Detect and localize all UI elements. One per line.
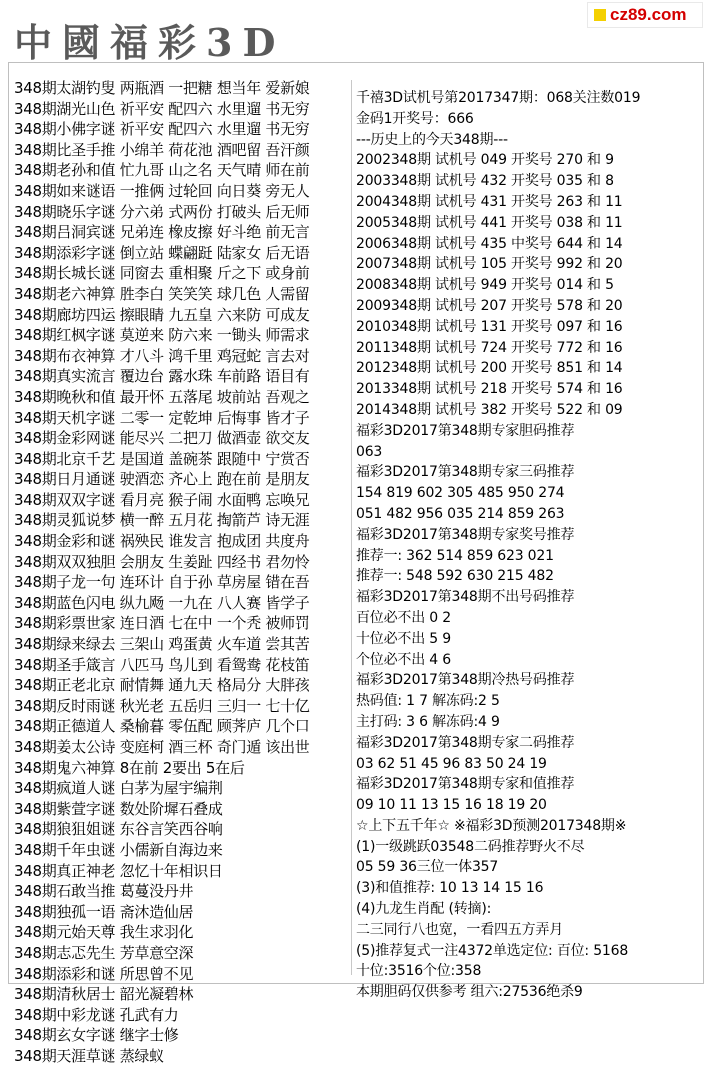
prediction-line: 2014348期 试机号 382 开奖号 522 和 09 bbox=[356, 401, 623, 418]
riddle-line: 348期玄女字谜 继字士修 bbox=[14, 1026, 179, 1045]
prediction-line: 2008348期 试机号 949 开奖号 014 和 5 bbox=[356, 277, 614, 294]
riddle-line: 348期蓝色闪电 纵九飏 一九在 八人赛 皆学子 bbox=[14, 593, 310, 612]
riddle-line: 348期志忑先生 芳草意空深 bbox=[14, 943, 194, 962]
riddle-line: 348期姜太公诗 变庭柯 酒三杯 奇门遁 该出世 bbox=[14, 738, 310, 756]
prediction-line: (4)九龙生肖配 (转摘): bbox=[356, 901, 492, 918]
prediction-line: 十位必不出 5 9 bbox=[356, 630, 451, 647]
prediction-line: 二三同行八也宽，一看四五方弄月 bbox=[356, 921, 563, 938]
prediction-line: 福彩3D2017第348期专家奖号推荐 bbox=[356, 526, 575, 543]
prediction-line: 千禧3D试机号第2017347期：068关注数019 bbox=[356, 90, 641, 106]
prediction-line: 推荐一: 362 514 859 623 021 bbox=[356, 547, 554, 564]
riddle-line: 348期晚秋和值 最开怀 五落尾 坡前站 吾观之 bbox=[14, 387, 310, 406]
prediction-line: (1)一级跳跃03548二码推荐野火不尽 bbox=[356, 838, 585, 855]
prediction-line: 03 62 51 45 96 83 50 24 19 bbox=[356, 755, 547, 772]
prediction-line: 推荐一: 548 592 630 215 482 bbox=[356, 568, 554, 585]
column-divider bbox=[351, 80, 352, 975]
prediction-line: 063 bbox=[356, 443, 383, 460]
riddle-line: 348期金彩网谜 能尽兴 二把刀 做酒壶 欲交友 bbox=[14, 429, 310, 448]
prediction-line: 2006348期 试机号 435 中奖号 644 和 14 bbox=[356, 235, 623, 252]
prediction-line: 热码值: 1 7 解冻码:2 5 bbox=[356, 693, 500, 710]
riddle-line: 348期添彩字谜 倒立站 蝶翩跹 陆家女 后无语 bbox=[14, 243, 310, 262]
riddle-line: 348期千年虫谜 小儒新自海边来 bbox=[14, 840, 223, 859]
prediction-line: ☆上下五千年☆ ※福彩3D预测2017348期※ bbox=[356, 817, 627, 834]
riddle-line: 348期吕洞宾谜 兄弟连 橡皮擦 好斗绝 前无言 bbox=[14, 223, 310, 242]
prediction-line: 本期胆码仅供参考 组六:27536绝杀9 bbox=[356, 984, 583, 1001]
prediction-line: 福彩3D2017第348期专家三码推荐 bbox=[356, 464, 575, 481]
riddle-line: 348期双双字谜 看月亮 猴子闹 水面鸭 忘唤兄 bbox=[14, 490, 310, 509]
riddle-line: 348期红枫字谜 莫逆来 防六来 一锄头 师需求 bbox=[14, 326, 310, 345]
riddle-line: 348期元始天尊 我生求羽化 bbox=[14, 923, 194, 942]
prediction-line: 2007348期 试机号 105 开奖号 992 和 20 bbox=[356, 256, 623, 273]
riddle-line: 348期长城长谜 同窗去 重相聚 斤之下 或身前 bbox=[14, 264, 310, 283]
riddle-line: 348期鬼六神算 8在前 2要出 5在后 bbox=[14, 758, 245, 777]
prediction-line: 福彩3D2017第348期专家胆码推荐 bbox=[356, 422, 575, 439]
riddle-line: 348期湖光山色 祈平安 配四六 水里遛 书无穷 bbox=[14, 99, 310, 118]
riddle-line: 348期比圣手推 小绵羊 荷花池 酒吧留 吾汗颜 bbox=[14, 140, 310, 159]
riddle-line: 348期老六神算 胜李白 笑笑笑 球几色 人需留 bbox=[14, 284, 310, 303]
riddle-line: 348期日月通谜 驶酒恋 齐心上 跑在前 是朋友 bbox=[14, 470, 310, 489]
riddle-line: 348期如来谜语 一推俩 过轮回 向日葵 旁无人 bbox=[14, 181, 310, 200]
prediction-line: 2005348期 试机号 441 开奖号 038 和 11 bbox=[356, 214, 623, 231]
riddle-line: 348期天机字谜 二零一 定乾坤 后悔事 皆才子 bbox=[14, 408, 310, 427]
riddle-line: 348期反时雨谜 秋光老 五岳归 三归一 七十亿 bbox=[14, 696, 310, 715]
page-header bbox=[0, 0, 709, 65]
prediction-column bbox=[356, 88, 706, 1003]
prediction-line: 百位必不出 0 2 bbox=[356, 609, 451, 626]
prediction-line: 051 482 956 035 214 859 263 bbox=[356, 505, 565, 522]
prediction-line: 个位必不出 4 6 bbox=[356, 651, 451, 668]
prediction-line: 2010348期 试机号 131 开奖号 097 和 16 bbox=[356, 318, 623, 335]
riddle-line: 348期石敢当推 葛蔓没丹井 bbox=[14, 882, 194, 901]
riddle-line: 348期小佛字谜 祈平安 配四六 水里遛 书无穷 bbox=[14, 120, 310, 139]
prediction-line: 福彩3D2017第348期专家二码推荐 bbox=[356, 734, 575, 751]
prediction-line: ---历史上的今天348期--- bbox=[356, 131, 508, 148]
riddle-line: 348期太湖钓叟 两瓶酒 一把糖 想当年 爱新娘 bbox=[14, 79, 310, 97]
riddle-line: 348期金彩和谜 祸殃民 谁发言 抱成团 共度舟 bbox=[14, 532, 310, 551]
riddle-line: 348期独孤一语 斋沐造仙居 bbox=[14, 902, 194, 921]
prediction-line: (3)和值推荐: 10 13 14 15 16 bbox=[356, 880, 544, 897]
prediction-line: 2011348期 试机号 724 开奖号 772 和 16 bbox=[356, 339, 623, 356]
riddle-line: 348期狼狙姐谜 东谷言笑西谷响 bbox=[14, 820, 223, 839]
riddle-line: 348期灵狐说梦 横一醉 五月花 掏箭芦 诗无涯 bbox=[14, 511, 310, 530]
prediction-line: 2013348期 试机号 218 开奖号 574 和 16 bbox=[356, 381, 623, 398]
riddle-line: 348期彩票世家 连日酒 七在中 一个秃 被师罚 bbox=[14, 614, 310, 633]
prediction-line: (5)推荐复式一注4372单选定位: 百位: 5168 bbox=[356, 942, 629, 959]
riddle-line: 348期晓乐字谜 分六弟 式两份 打破头 后无师 bbox=[14, 202, 310, 221]
riddle-line: 348期正德道人 桑榆暮 零伍配 顾荠庐 几个口 bbox=[14, 717, 310, 736]
riddle-line: 348期中彩龙谜 孔武有力 bbox=[14, 1005, 179, 1024]
prediction-line: 主打码: 3 6 解冻码:4 9 bbox=[356, 713, 500, 730]
riddle-line: 348期正老北京 耐情舞 通九天 格局分 大胖孩 bbox=[14, 676, 310, 695]
riddle-line: 348期绿来绿去 三架山 鸡蛋黄 火车道 尝其苦 bbox=[14, 635, 310, 654]
prediction-line: 05 59 36三位一体357 bbox=[356, 859, 499, 876]
riddle-line: 348期老孙和值 忙九哥 山之名 天气晴 师在前 bbox=[14, 161, 310, 180]
prediction-line: 福彩3D2017第348期不出号码推荐 bbox=[356, 589, 575, 606]
riddle-line: 348期廊坊四运 擦眼睛 九五皇 六来防 可成友 bbox=[14, 305, 310, 324]
prediction-line: 2004348期 试机号 431 开奖号 263 和 11 bbox=[356, 193, 623, 210]
square-icon bbox=[594, 9, 606, 21]
prediction-line: 2003348期 试机号 432 开奖号 035 和 8 bbox=[356, 173, 614, 190]
riddle-line: 348期北京千艺 是国道 盖碗茶 跟随中 宁赏否 bbox=[14, 449, 310, 468]
prediction-line: 福彩3D2017第348期冷热号码推荐 bbox=[356, 672, 575, 689]
prediction-line: 金码1开奖号：666 bbox=[356, 110, 474, 127]
riddle-line: 348期真实流言 覆边台 露水珠 车前路 语目有 bbox=[14, 367, 310, 386]
riddle-line: 348期真正神老 忽忆十年相识日 bbox=[14, 861, 223, 880]
riddle-line: 348期布衣神算 才八斗 鸿千里 鸡冠蛇 言去对 bbox=[14, 346, 310, 365]
prediction-line: 2009348期 试机号 207 开奖号 578 和 20 bbox=[356, 297, 623, 314]
logo-text: 中國福彩3D bbox=[14, 20, 286, 65]
riddle-line: 348期天涯草谜 蒸绿蚁 bbox=[14, 1046, 164, 1065]
riddle-line: 348期清秋居士 韶光凝碧林 bbox=[14, 985, 194, 1004]
riddle-line: 348期紫萱字谜 数处阶墀石叠成 bbox=[14, 799, 223, 818]
riddle-line: 348期疯道人谜 白茅为屋宇编荆 bbox=[14, 779, 223, 798]
watermark-text: cz89.com bbox=[610, 5, 687, 24]
prediction-line: 2012348期 试机号 200 开奖号 851 和 14 bbox=[356, 360, 623, 377]
riddle-line: 348期添彩和谜 所思曾不见 bbox=[14, 964, 194, 983]
prediction-line: 154 819 602 305 485 950 274 bbox=[356, 485, 565, 502]
riddle-column bbox=[14, 78, 350, 1067]
watermark-badge bbox=[587, 2, 703, 28]
riddle-line: 348期子龙一句 连环计 自于孙 草房屋 错在吾 bbox=[14, 573, 310, 592]
riddle-line: 348期圣手箴言 八匹马 鸟儿到 看鸳鸯 花枝笛 bbox=[14, 655, 310, 674]
prediction-line: 福彩3D2017第348期专家和值推荐 bbox=[356, 776, 575, 793]
prediction-line: 09 10 11 13 15 16 18 19 20 bbox=[356, 797, 547, 814]
prediction-line: 2002348期 试机号 049 开奖号 270 和 9 bbox=[356, 152, 614, 169]
riddle-line: 348期双双独胆 会朋友 生姜趾 四经书 君勿怜 bbox=[14, 552, 310, 571]
prediction-line: 十位:3516个位:358 bbox=[356, 963, 482, 980]
